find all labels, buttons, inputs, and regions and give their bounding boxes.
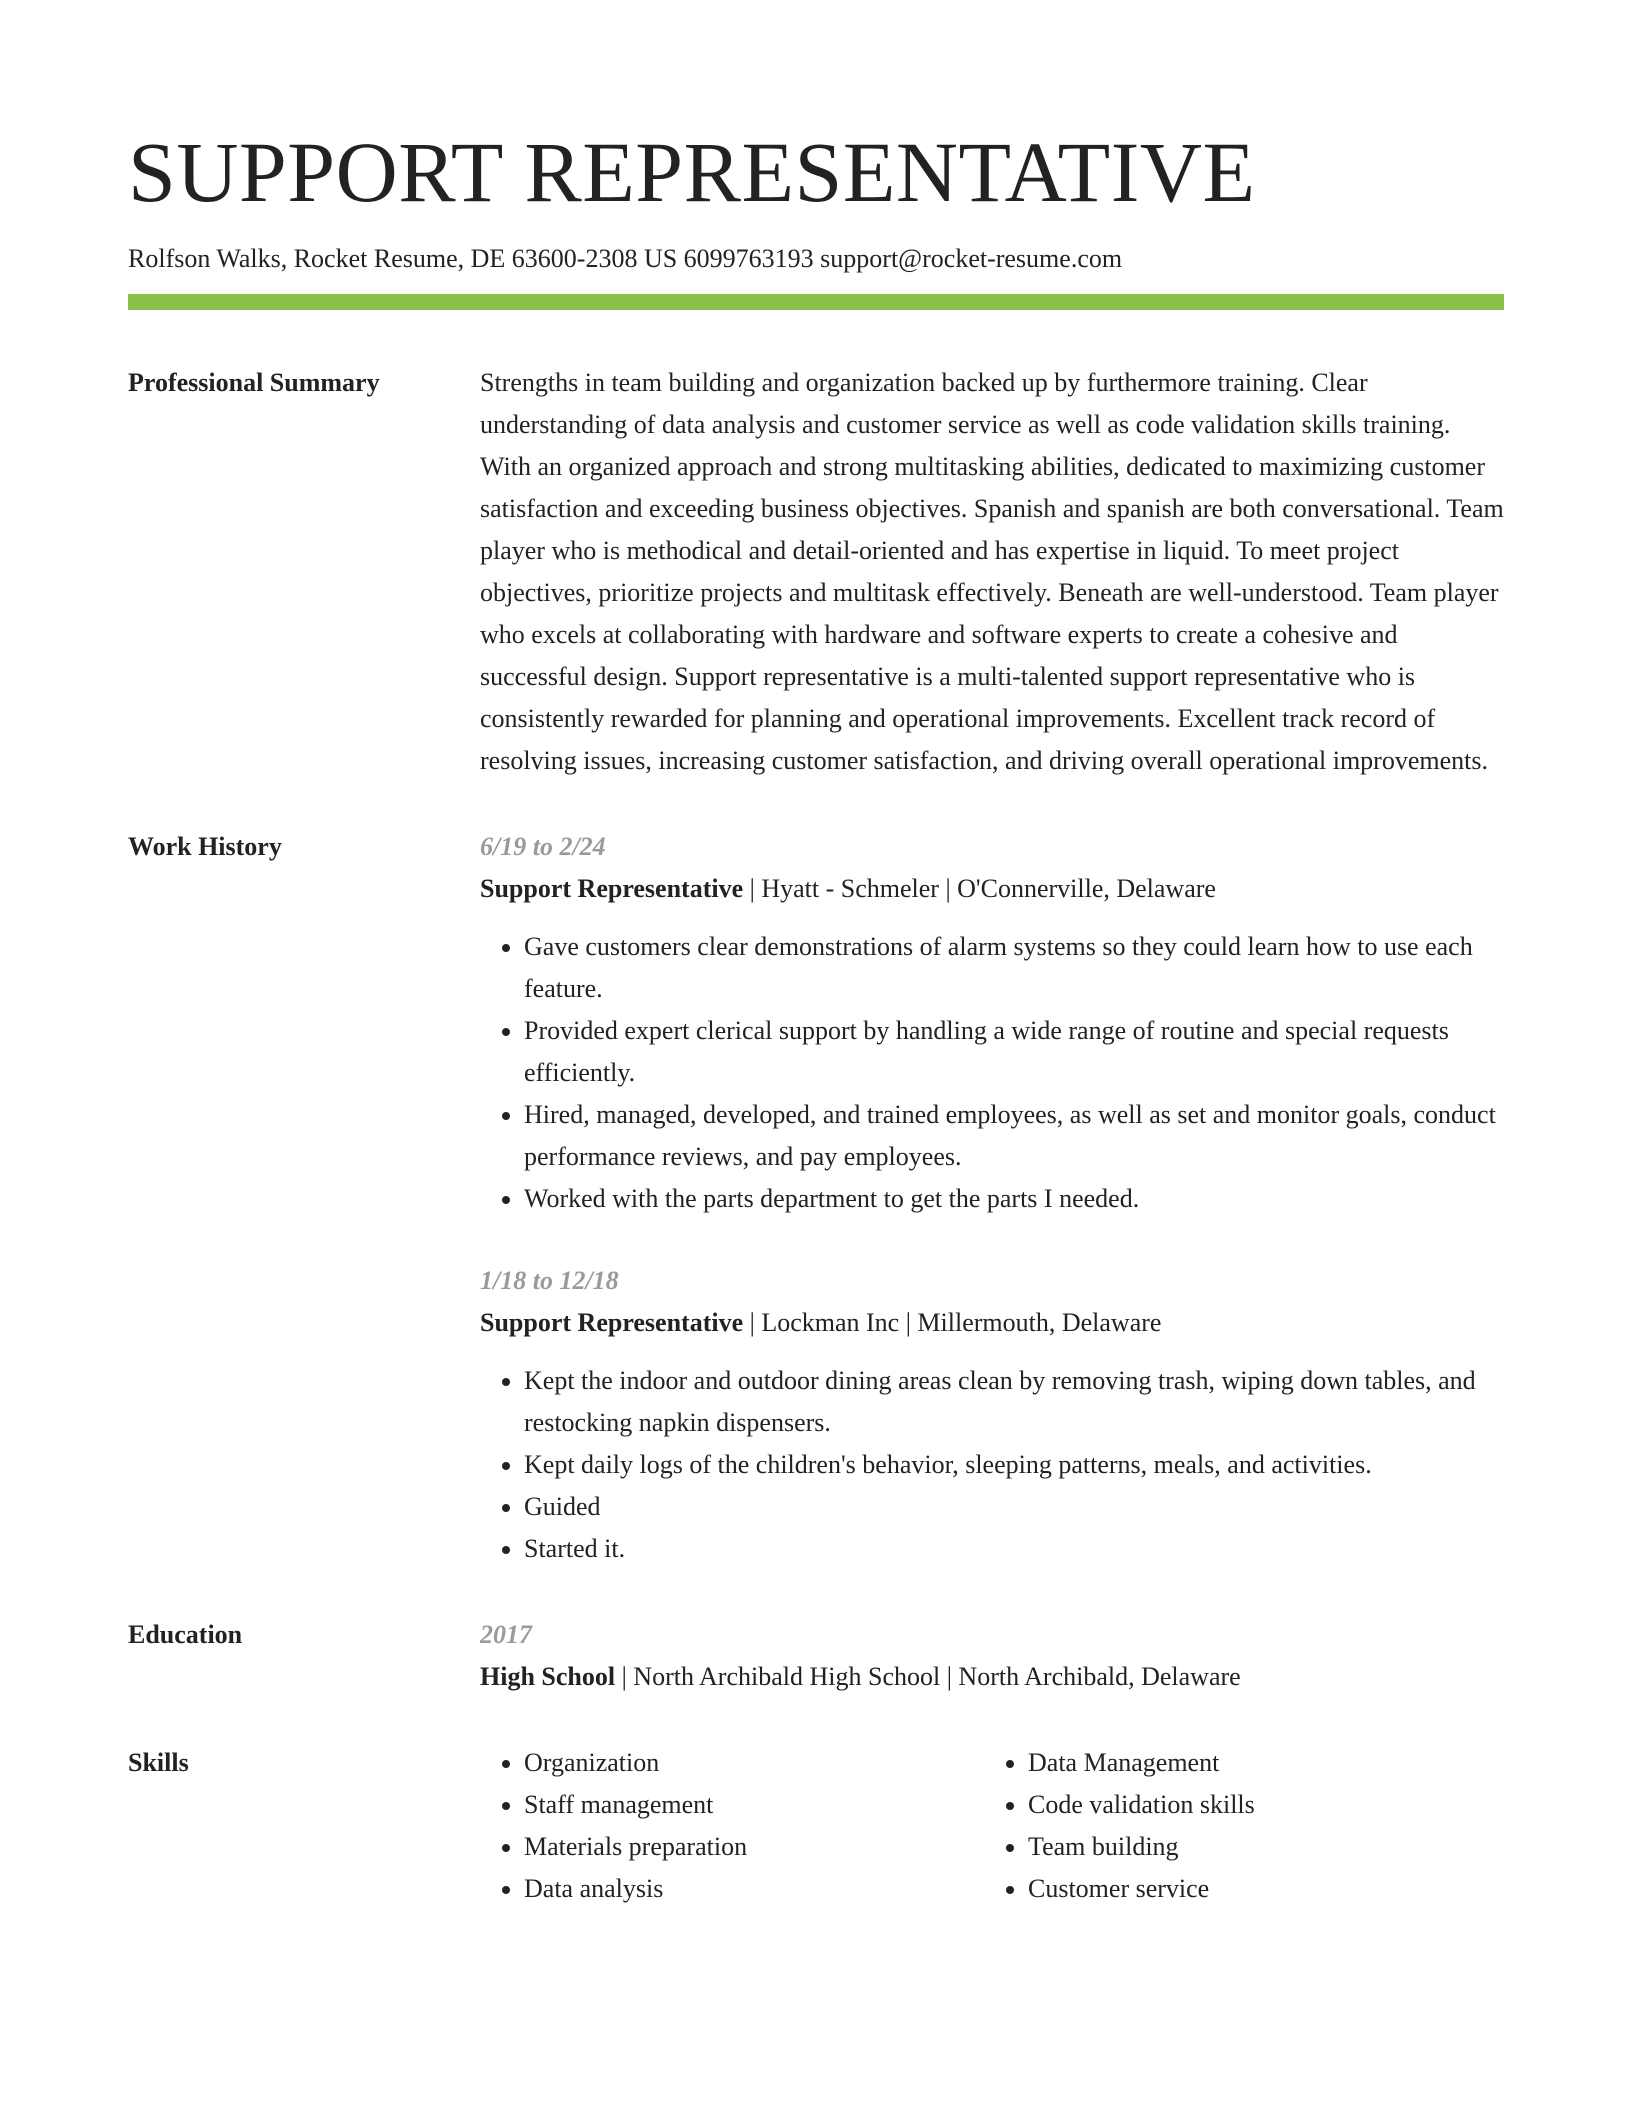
list-item: • Worked with the parts department to get the parts I needed.	[524, 1178, 1504, 1220]
contact-line: Rolfson Walks, Rocket Resume, DE 63600-2308 US 6099763193 support@rocket-resume.com	[128, 244, 1123, 273]
list-item: • Kept daily logs of the children's behavior, sleeping patterns, meals, and activities.	[524, 1444, 1504, 1486]
education-line	[480, 1656, 1504, 1698]
list-item: • Guided	[524, 1486, 1504, 1528]
skills-list-left	[480, 1742, 984, 1910]
skills-section	[128, 1742, 1504, 1910]
skill-item: • Code validation skills	[1028, 1784, 1488, 1826]
skill-item: • Customer service	[1028, 1868, 1488, 1910]
skill-item: • Data analysis	[524, 1868, 984, 1910]
list-item: • Kept the indoor and outdoor dining areas clean by removing trash, wiping down tables, and restocking napkin dispensers.	[524, 1360, 1504, 1444]
list-item: • Started it.	[524, 1528, 1504, 1570]
education-degree: High School	[480, 1662, 616, 1691]
job-role: Support Representative	[480, 1308, 744, 1337]
skills-list-right	[984, 1742, 1488, 1910]
education-year: 2017	[480, 1620, 532, 1649]
list-item: • Provided expert clerical support by handling a wide range of routine and special requests efficiently.	[524, 1010, 1504, 1094]
skills-body	[480, 1742, 1504, 1910]
skill-item: • Team building	[1028, 1826, 1488, 1868]
job-role: Support Representative	[480, 874, 744, 903]
work-history-section	[128, 826, 1504, 1570]
education-body	[480, 1614, 1504, 1698]
skill-item: • Organization	[524, 1742, 984, 1784]
job-title-line	[480, 1302, 1504, 1344]
summary-section	[128, 362, 1504, 782]
skill-item: • Staff management	[524, 1784, 984, 1826]
summary-text: Strengths in team building and organization backed up by furthermore training. Clear understanding of data analysis and customer service as well as code validation skills training. With an organized approach and strong multitasking abilities, dedicated to maximizing customer satisfaction and exceeding business objectives. Spanish and spanish are both conversational. Team player who is methodical and detail-oriented and has expertise in liquid. To meet project objectives, prioritize projects and multitask effectively. Beneath are well-understood. Team player who excels at collaborating with hardware and software experts to create a cohesive and successful design. Support representative is a multi-talented support representative who is consistently rewarded for planning and operational improvements. Excellent track record of resolving issues, increasing customer satisfaction, and driving overall operational improvements.	[480, 368, 1504, 775]
section-title-summary: Professional Summary	[128, 368, 380, 397]
summary-body	[480, 362, 1504, 782]
skill-item: • Materials preparation	[524, 1826, 984, 1868]
list-item: • Hired, managed, developed, and trained employees, as well as set and monitor goals, conduct performance reviews, and pay employees.	[524, 1094, 1504, 1178]
education-details: | North Archibald High School | North Archibald, Delaware	[615, 1662, 1241, 1691]
job-dates: 1/18 to 12/18	[480, 1266, 619, 1295]
job-details: | Lockman Inc | Millermouth, Delaware	[743, 1308, 1162, 1337]
job-title-line	[480, 868, 1504, 910]
section-title-education: Education	[128, 1620, 243, 1649]
list-item: • Gave customers clear demonstrations of alarm systems so they could learn how to use each feature.	[524, 926, 1504, 1010]
job-bullets	[480, 926, 1504, 1220]
resume-page	[128, 112, 1504, 1910]
job-entry	[480, 826, 1504, 1220]
education-section	[128, 1614, 1504, 1698]
skill-item: • Data Management	[1028, 1742, 1488, 1784]
job-bullets	[480, 1360, 1504, 1570]
accent-divider	[128, 294, 1504, 310]
page-title: SUPPORT REPRESENTATIVE	[128, 124, 1256, 220]
section-title-skills: Skills	[128, 1748, 189, 1777]
work-history-body	[480, 826, 1504, 1570]
job-entry	[480, 1260, 1504, 1570]
job-dates: 6/19 to 2/24	[480, 832, 606, 861]
job-details: | Hyatt - Schmeler | O'Connerville, Delaware	[743, 874, 1216, 903]
section-title-work-history: Work History	[128, 832, 282, 861]
